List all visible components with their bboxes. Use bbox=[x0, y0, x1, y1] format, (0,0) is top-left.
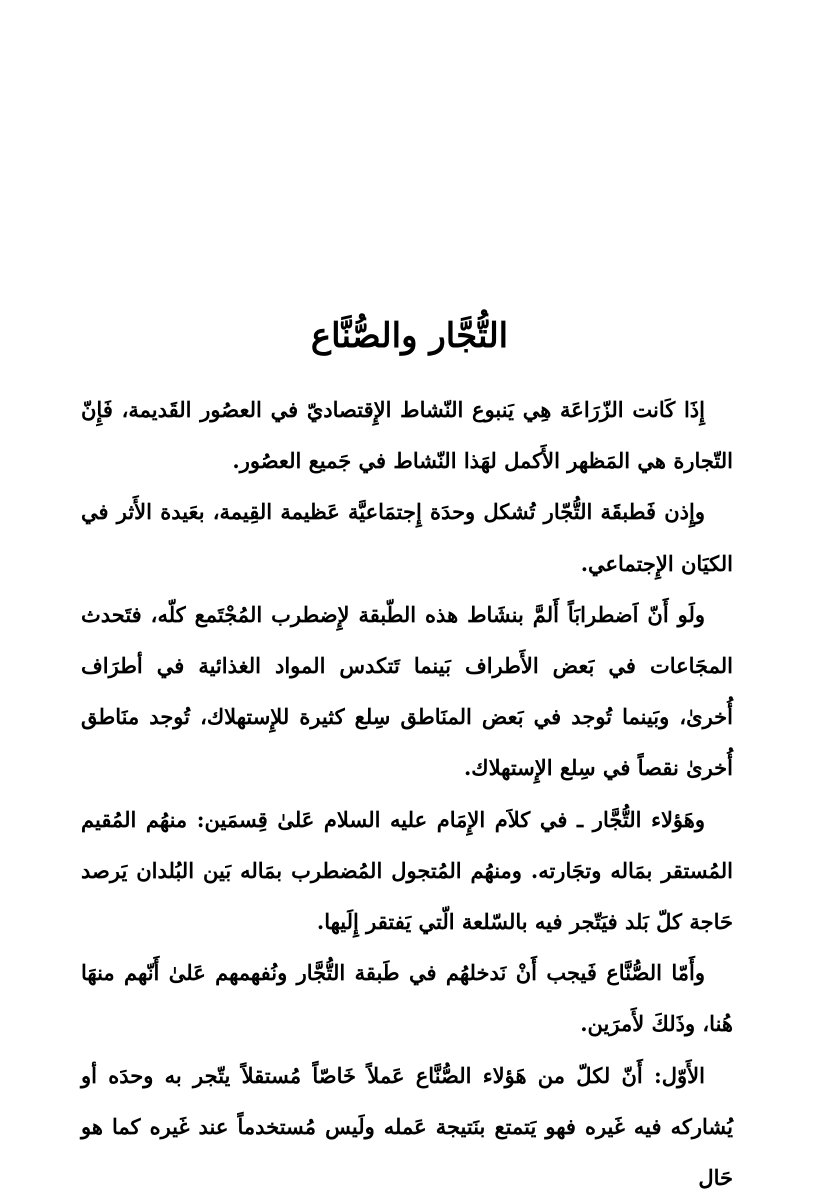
paragraph-two-types: وهَؤلاء التُّجَّار ـ في كلاَم الإِمَام عليه السلام عَلىٰ قِسمَين: منهُم المُقيم المُستقر بمَاله وتجَارته. ومنهُم المُتجول المُضطرب بمَاله بَين البُلدان يَرصد حَاجة كلّ بَلد فيَتّجر فيه بالسّلعة الّتي يَفتقر إِلَيها. bbox=[81, 806, 733, 935]
paragraph-first-reason bbox=[81, 1050, 733, 1203]
paragraph-merchant-class: وإِذن فَطبقَة التُّجّار تُشكل وحدَة إِجتمَاعيَّة عَظيمة القِيمة، بعَيدة الأَثر في الكيَان الإِجتماعي. bbox=[81, 499, 733, 576]
paragraph-disruption: ولَو أَنّ اَضطرابَاً أَلمَّ بنشَاط هذه الطّبقة لإِضطرب المُجْتَمع كلّه، فتَحدث المجَاعات في بَعض الأَطراف بَينما تَتكدس المواد الغذائية في أطرَاف أُخرىٰ، وبَينما تُوجد في بَعض المنَاطق سِلع كثيرة للإِستهلاك، تُوجد منَاطق أُخرىٰ نقصاً في سِلع الإِستهلاك. bbox=[81, 601, 733, 781]
page-title: التُّجَّار والصُّنَّاع bbox=[310, 316, 509, 356]
document-body bbox=[81, 384, 733, 1203]
first-reason-text: أَنّ لكلّ من هَؤلاء الصُّنَّاع عَملاً خَاصّاً مُستقلاً يتّجر به وحدَه أو يُشاركه فيه غَيره فهو يَتمتع بنَتيجة عَمله ولَيس مُستخدماً عند غَيره كما هو حَال bbox=[81, 1062, 733, 1191]
first-reason-label: الأَوّل: bbox=[654, 1062, 705, 1088]
paragraph-agriculture-trade: إِذَا كَانت الزّرَاعَة هِي يَنبوع النّشاط الإِقتصاديّ في العصُور القَديمة، فَإِنّ التّجارة هي المَظهر الأَكمل لهَذا النّشاط في جَميع العصُور. bbox=[81, 397, 733, 474]
paragraph-craftsmen: وأَمّا الصُّنَّاع فَيجب أَنْ نَدخلهُم في طَبقة التُّجَّار ونُفهمهم عَلىٰ أَنّهم منهَا هُنا، وذَلكَ لأَمرَين. bbox=[81, 960, 733, 1037]
